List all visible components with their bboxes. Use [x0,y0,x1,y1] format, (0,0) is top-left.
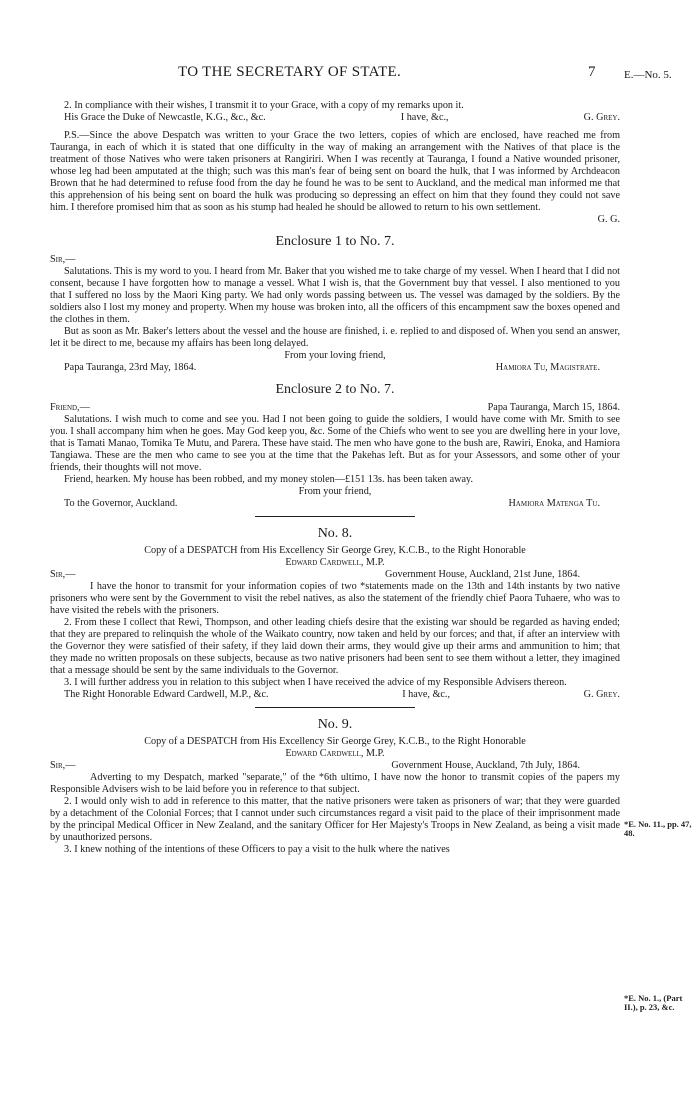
addressee: His Grace the Duke of Newcastle, K.G., &c., &c. [64,112,266,123]
place-date: Papa Tauranga, 23rd May, 1864. [64,362,197,373]
signature-row [50,112,620,124]
margin-note: *E. No. 11., pp. 47, 48. [624,819,692,838]
despatch-heading-name: Edward Cardwell, M.P. [285,557,385,568]
salutation: Friend,— [50,402,90,413]
enclosure-title: Enclosure 1 to No. 7. [275,234,395,249]
running-title: TO THE SECRETARY OF STATE. [178,64,402,80]
salutation-row [50,760,620,772]
section-divider [255,516,415,517]
signature-row [50,362,620,374]
page-number: 7 [588,64,596,80]
dateline: Government House, Auckland, 21st June, 1864. [385,569,580,580]
paragraph: Friend, hearken. My house has been robbed, and my money stolen—£151 13s. has been taken away. [64,474,474,485]
salutation: Sir,— [50,760,76,771]
paragraph: Salutations. I wish much to come and see you. Had I not been going to guide the soldiers, I would have come with Mr. Smith to see you. I shall accompany him when he goes. May God keep you, &c. Some of the Chiefs who went to see you are dwelling here in your love, that is Tamati Manao, Tomika Te Mutu, and Parera. These have staid. The men who have gone to the bush are, Rawiri, Enoka, and Hamiora Tangiawa. These are the men who came to see you at the time that the Pakehas left. But as for your Assessors, and some other of your friends, their thoughts will not move. [50,414,620,473]
signature-row [50,689,620,701]
paragraph: 2. In compliance with their wishes, I transmit it to your Grace, with a copy of my remarks upon it. [64,100,464,111]
place-date: Papa Tauranga, March 15, 1864. [487,402,620,413]
paragraph: 3. I knew nothing of the intentions of these Officers to pay a visit to the hulk where the natives [64,844,450,855]
signature-row [50,498,620,510]
postscript: P.S.—Since the above Despatch was written to your Grace the two letters, copies of which are enclosed, have reached me from Tauranga, in each of which it is stated that one difficulty in the way of making an arrangement with the Natives of that place is the treatment of those Natives who were taken prisoners at Rangiriri. When I was recently at Tauranga, I found a Native wounded prisoner, whose leg had been amputated at the thigh; such was this man's fear of being sent on board the hulk, that I was informed by Archdeacon Brown that he had determined to refuse food from the day he found he was to be sent to Auckland, and the medical man informed me that this apprehension of his being sent on board the hulk was producing so depressing an effect on him that they found they could not save him. I therefore promised him that as soon as his stump had healed he should be allowed to return to his own settlement. [50,130,620,213]
paragraph: Adverting to my Despatch, marked "separate," of the *6th ultimo, I have now the honor to transmit copies of the papers my Responsible Advisers wish to be laid before you in reference to that subject. [50,772,620,795]
sign-off: I have, &c., [402,689,450,700]
salutation: Sir,— [50,254,76,265]
sign-off: I have, &c., [400,112,449,123]
enclosure-title: Enclosure 2 to No. 7. [275,382,395,397]
page-header [0,66,700,84]
despatch-heading: Copy of a DESPATCH from His Excellency Sir George Grey, K.C.B., to the Right Honorable [144,736,526,747]
paragraph: I have the honor to transmit for your information copies of two *statements made on the 13th and 14th instants by two native prisoners who were sent by the Government to visit the rebel natives, as also the statement of the friendly chief Paora Tuhaere, who was to have visited the rebels with the prisoners. [50,581,620,616]
signature: G. Grey. [583,689,620,700]
despatch-heading: Copy of a DESPATCH from His Excellency Sir George Grey, K.C.B., to the Right Honorable [144,545,526,556]
despatch-heading-name: Edward Cardwell, M.P. [285,748,385,759]
document-reference: E.—No. 5. [624,69,672,81]
addressee: To the Governor, Auckland. [64,498,178,509]
signature: G. Grey. [583,112,620,123]
despatch-number: No. 8. [317,526,353,541]
salutation-row [50,402,620,414]
signer: Hamiora Matenga Tu. [508,498,600,509]
dateline: Government House, Auckland, 7th July, 1864. [391,760,580,771]
signer: Hamiora Tu, Magistrate. [495,362,600,373]
paragraph: 3. I will further address you in relation to this subject when I have received the advice of my Responsible Advisers thereon. [64,677,567,688]
despatch-number: No. 9. [317,717,353,732]
postscript-signature: G. G. [597,214,620,225]
closing: From your loving friend, [284,350,386,361]
salutation: Sir,— [50,569,76,580]
paragraph: Salutations. This is my word to you. I heard from Mr. Baker that you wished me to take charge of my vessel. When I heard that I did not consent, because I have forgotten how to manage a vessel. What I wish is, that the Government buy that vessel. I also mentioned to you that I suffered no loss by the Maori King party. We had only words passing between us. The vessel was damaged by the soldiers. By the soldiers also I lost my money and property. When my house was broken into, all the officers of this encampment saw the boxes opened and the clothes in them. [50,266,620,325]
page-body [50,100,620,856]
paragraph: 2. I would only wish to add in reference to this matter, that the native prisoners were taken as prisoners of war; that they were guarded by a detachment of the Colonial Forces; that I cannot under such circumstances regard a visit paid to the place of their imprisonment made by the principal Medical Officer in New Zealand, and the sanitary Officer for Her Majesty's Troops in New Zealand, as being a visit made by unauthorized persons. [50,796,620,843]
section-divider [255,707,415,708]
salutation-row [50,569,620,581]
closing: From your friend, [298,486,372,497]
margin-note: *E. No. 1., (Part II.), p. 23, &c. [624,993,683,1012]
paragraph: 2. From these I collect that Rewi, Thompson, and other leading chiefs desire that the existing war should be regarded as having ended; that they are prepared to relinquish the whole of the Waikato country, now taken and held by our forces; and that, if after an interview with the Governor they were satisfied of their safety, if they laid down their arms, they would give up their arms and ammunition to him; that they made no written proposals on these subjects, because as two native prisoners had been sent to see them without a letter, they imagined that a message should be sent by the same individuals to the Governor. [50,617,620,676]
paragraph: But as soon as Mr. Baker's letters about the vessel and the house are finished, i. e. replied to and disposed of. When you send an answer, let it be direct to me, because my affairs has been long delayed. [50,326,620,349]
addressee: The Right Honorable Edward Cardwell, M.P., &c. [64,689,269,700]
